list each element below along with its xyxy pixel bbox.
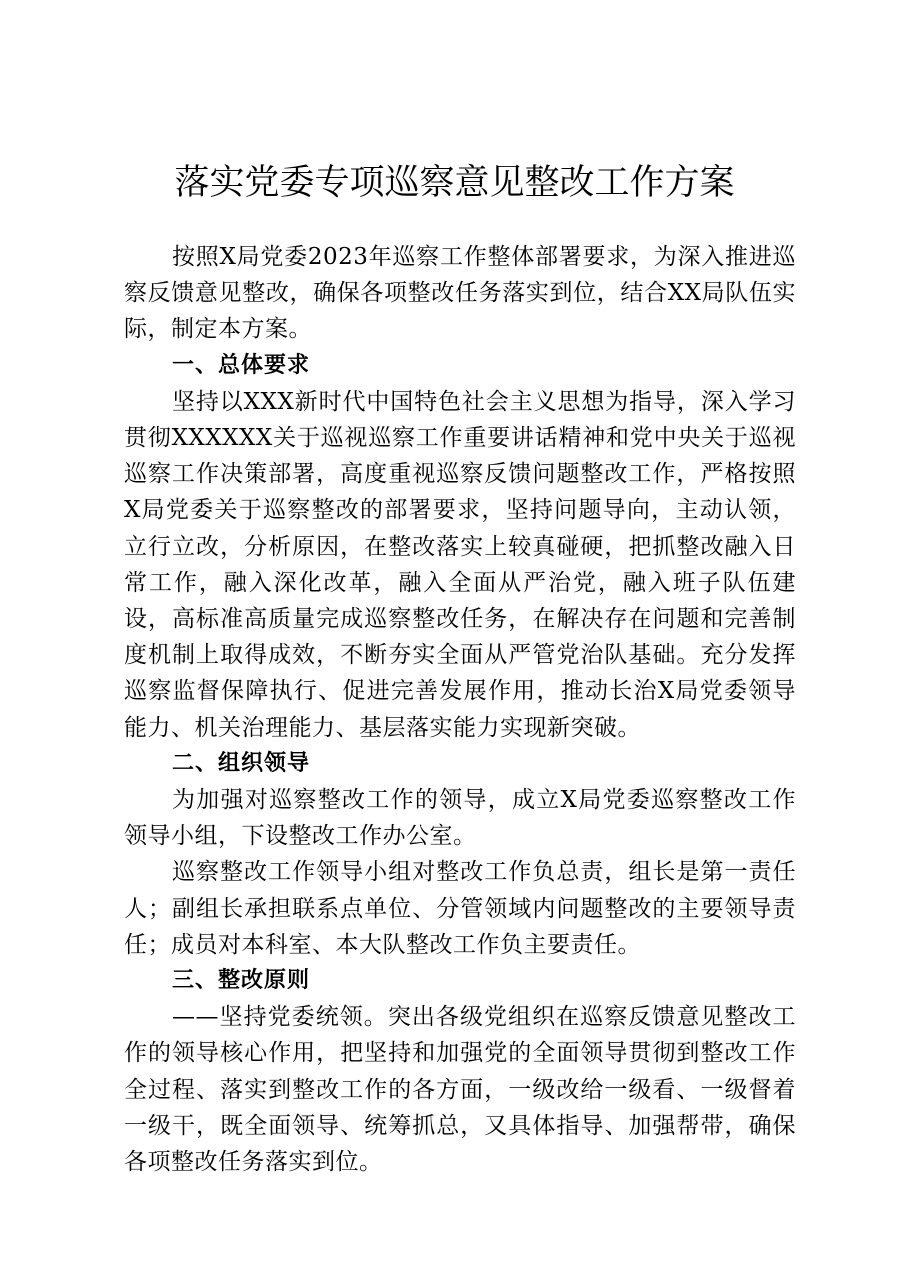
section-paragraph: 巡察整改工作领导小组对整改工作负总责，组长是第一责任人；副组长承担联系点单位、分管领域内问题整改的主要领导责任；成员对本科室、本大队整改工作负主要责任。: [124, 859, 796, 958]
section-heading-general-requirements: 一、总体要求: [172, 352, 311, 378]
section-heading-organization-leadership: 二、组织领导: [172, 750, 311, 776]
section-paragraph: ——坚持党委统领。突出各级党组织在巡察反馈意见整改工作的领导核心作用，把坚持和加强党的全面领导贯彻到整改工作全过程、落实到整改工作的各方面，一级改给一级看、一级督着一级干，既全面领导、统筹抓总，又具体指导、加强帮带，确保各项整改任务落实到位。: [124, 1004, 796, 1176]
document-title: 落实党委专项巡察意见整改工作方案: [174, 163, 735, 203]
section-paragraph: 为加强对巡察整改工作的领导，成立X局党委巡察整改工作领导小组，下设整改工作办公室。: [124, 787, 796, 850]
intro-paragraph: 按照X局党委2023年巡察工作整体部署要求，为深入推进巡察反馈意见整改，确保各项整改任务落实到位，结合XX局队伍实际，制定本方案。: [124, 244, 796, 343]
section-heading-rectification-principles: 三、整改原则: [172, 968, 311, 994]
document-body: [124, 239, 796, 1180]
section-paragraph: 坚持以XXX新时代中国特色社会主义思想为指导，深入学习贯彻XXXXXX关于巡视巡察工作重要讲话精神和党中央关于巡视巡察工作决策部署，高度重视巡察反馈问题整改工作，严格按照X局党委关于巡察整改的部署要求，坚持问题导向，主动认领，立行立改，分析原因，在整改落实上较真碰硬，把抓整改融入日常工作，融入深化改革，融入全面从严治党，融入班子队伍建设，高标准高质量完成巡察整改任务，在解决存在问题和完善制度机制上取得成效，不断夯实全面从严管党治队基础。充分发挥巡察监督保障执行、促进完善发展作用，推动长治X局党委领导能力、机关治理能力、基层落实能力实现新突破。: [124, 388, 796, 741]
